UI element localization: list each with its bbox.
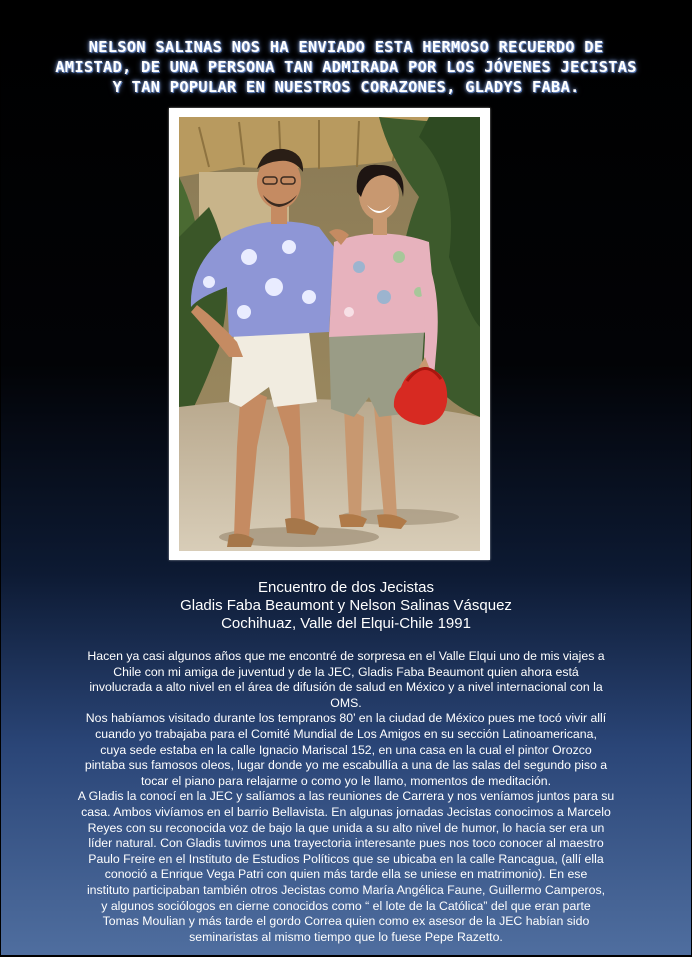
body-line: Tomas Moulian y más tarde el gordo Correa quien como ex asesor de la JEC habían sido xyxy=(102,914,590,929)
photo-illustration xyxy=(179,117,480,551)
body-line: y algunos sociólogos en cierne conocidos como “ el lote de la Católica” del que eran parte xyxy=(101,898,591,913)
headline-line-1: NELSON SALINAS NOS HA ENVIADO ESTA HERMOSO RECUERDO DE xyxy=(88,38,604,56)
body-line: Reyes con su reconocida voz de bajo la que unida a su alto nivel de humor, lo hacía ser era un xyxy=(87,820,605,835)
body-line: casa. Ambos vivíamos en el barrio Bellavista. En algunas jornadas Jecistas conocimos a Marcelo xyxy=(81,804,611,819)
body-line: pintaba sus famosos oleos, lugar donde yo me escabullía a una de las salas del segundo piso a xyxy=(84,758,608,773)
photo-frame xyxy=(169,108,490,560)
photo-caption xyxy=(1,579,691,633)
body-line: instituto participaban también otros Jecistas como María Angélica Faune, Guillermo Camperos, xyxy=(86,882,606,897)
body-line: conoció a Enrique Vega Patri con quien más tarde ella se uniese en matrimonio). En ese xyxy=(104,867,588,882)
caption-names: Gladis Faba Beaumont y Nelson Salinas Vásquez xyxy=(180,597,512,614)
body-line: cuando yo trabajaba para el Comité Mundial de Los Amigos en su sección Latinoamericana, xyxy=(95,726,597,741)
body-line: líder natural. Con Gladis tuvimos una trayectoria interesante pues nos toco conocer al maestro xyxy=(88,836,604,851)
body-line: involucrada a alto nivel en el área de difusión de salud en México y a nivel internacional con la xyxy=(89,680,603,695)
body-line: Nos habíamos visitado durante los tempranos 80’ en la ciudad de México pues me tocó vivir allí xyxy=(85,711,607,726)
headline-line-3: Y TAN POPULAR EN NUESTROS CORAZONES, GLADYS FABA. xyxy=(112,78,580,96)
body-line: Hacen ya casi algunos años que me encontré de sorpresa en el Valle Elqui uno de mis viajes a xyxy=(87,649,605,663)
body-line: seminaristas al mismo tiempo que lo fuese Pepe Razetto. xyxy=(189,929,503,944)
body-line: tocar el piano para relajarme o como yo le llamo, momentos de meditación. xyxy=(140,773,552,788)
body-line: Paulo Freire en el Instituto de Estudios Políticos que se ubicaba en la calle Rancagua, (allí ella xyxy=(88,851,604,866)
body-line: cuya sede estaba en la calle Ignacio Mariscal 152, en una casa en la cual el pintor Orozco xyxy=(100,742,592,757)
photo xyxy=(179,117,480,551)
page xyxy=(1,1,691,955)
headline-line-2: AMISTAD, DE UNA PERSONA TAN ADMIRADA POR LOS JÓVENES JECISTAS xyxy=(55,58,637,76)
caption-title: Encuentro de dos Jecistas xyxy=(258,579,434,596)
body-line: Chile con mi amiga de juventud y de la JEC, Gladis Faba Beaumont quien ahora está xyxy=(113,664,579,679)
body-line: A Gladis la conocí en la JEC y salíamos a las reuniones de Carrera y nos veníamos juntos para su xyxy=(77,789,615,804)
body-text xyxy=(25,649,667,945)
headline xyxy=(1,37,691,97)
caption-place-date: Cochihuaz, Valle del Elqui-Chile 1991 xyxy=(221,615,471,632)
body-line: OMS. xyxy=(330,695,362,710)
